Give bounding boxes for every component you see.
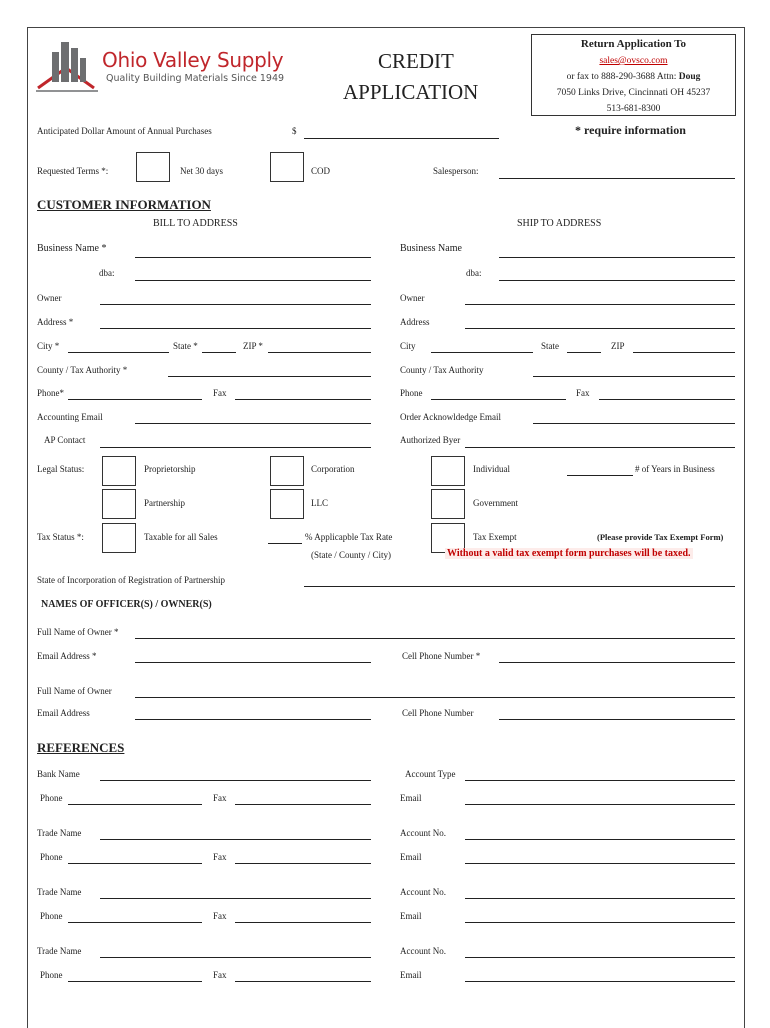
ship-city-label: City — [400, 341, 416, 351]
ship-phone-field[interactable] — [431, 399, 566, 400]
bill-county-label: County / Tax Authority * — [37, 365, 128, 375]
ship-authorized-buyer-field[interactable] — [465, 447, 735, 448]
taxable-checkbox[interactable] — [102, 523, 136, 553]
ship-authorized-buyer-label: Authorized Byer — [400, 435, 461, 445]
partnership-checkbox[interactable] — [102, 489, 136, 519]
individual-checkbox[interactable] — [431, 456, 465, 486]
bill-fax-field[interactable] — [235, 399, 371, 400]
ship-order-email-field[interactable] — [533, 423, 735, 424]
officer1-name-field[interactable] — [135, 638, 735, 639]
trade1-phone-field[interactable] — [68, 863, 202, 864]
ship-address-label: Address — [400, 317, 430, 327]
bill-address-field[interactable] — [100, 328, 371, 329]
return-email-link[interactable]: sales@ovsco.com — [599, 56, 668, 66]
trade1-account-label: Account No. — [400, 828, 446, 838]
ship-state-field[interactable] — [567, 352, 601, 353]
bill-dba-label: dba: — [99, 268, 115, 278]
ship-owner-label: Owner — [400, 293, 425, 303]
bill-county-field[interactable] — [168, 376, 371, 377]
government-checkbox[interactable] — [431, 489, 465, 519]
officer1-name-label: Full Name of Owner * — [37, 627, 119, 637]
bank-fax-field[interactable] — [235, 804, 371, 805]
return-heading: Return Application To — [580, 38, 687, 50]
individual-label: Individual — [473, 464, 510, 474]
ship-state-label: State — [541, 341, 559, 351]
trade3-phone-label: Phone — [40, 970, 63, 980]
llc-checkbox[interactable] — [270, 489, 304, 519]
trade3-name-label: Trade Name — [37, 946, 82, 956]
ship-business-name-field[interactable] — [499, 257, 735, 258]
bill-owner-label: Owner — [37, 293, 62, 303]
trade3-email-label: Email — [400, 970, 422, 980]
bill-zip-field[interactable] — [268, 352, 371, 353]
dollar-sign: $ — [292, 126, 297, 136]
bank-account-type-field[interactable] — [465, 780, 735, 781]
proprietorship-label: Proprietorship — [144, 464, 196, 474]
trade3-fax-label: Fax — [213, 970, 227, 980]
tax-exempt-label: Tax Exempt — [473, 532, 517, 542]
officer2-cell-field[interactable] — [499, 719, 735, 720]
bill-phone-field[interactable] — [68, 399, 202, 400]
exempt-form-note: (Please provide Tax Exempt Form) — [597, 532, 724, 542]
bank-phone-label: Phone — [40, 793, 63, 803]
ship-dba-field[interactable] — [499, 280, 735, 281]
trade3-email-field[interactable] — [465, 981, 735, 982]
annual-purchases-label: Anticipated Dollar Amount of Annual Purchases — [37, 126, 212, 136]
trade1-name-field[interactable] — [100, 839, 371, 840]
bank-name-field[interactable] — [100, 780, 371, 781]
return-application-box — [531, 34, 736, 116]
bill-state-label: State * — [173, 341, 198, 351]
bank-name-label: Bank Name — [37, 769, 80, 779]
officer2-name-label: Full Name of Owner — [37, 686, 112, 696]
salesperson-label: Salesperson: — [433, 166, 479, 176]
ship-order-email-label: Order Acknowldedge Email — [400, 412, 501, 422]
state-county-city-label: (State / County / City) — [311, 550, 391, 560]
logo-name: Ohio Valley Supply — [102, 48, 284, 72]
bill-state-field[interactable] — [202, 352, 236, 353]
trade2-phone-label: Phone — [40, 911, 63, 921]
salesperson-field[interactable] — [499, 178, 735, 179]
partnership-label: Partnership — [144, 498, 185, 508]
trade3-account-field[interactable] — [465, 957, 735, 958]
customer-info-heading: CUSTOMER INFORMATION — [37, 197, 211, 212]
trade2-account-label: Account No. — [400, 887, 446, 897]
trade2-email-label: Email — [400, 911, 422, 921]
officer1-email-field[interactable] — [135, 662, 371, 663]
bank-phone-field[interactable] — [68, 804, 202, 805]
trade1-email-field[interactable] — [465, 863, 735, 864]
trade1-name-label: Trade Name — [37, 828, 82, 838]
trade3-phone-field[interactable] — [68, 981, 202, 982]
corporation-checkbox[interactable] — [270, 456, 304, 486]
return-fax-line — [532, 69, 735, 85]
trade2-name-label: Trade Name — [37, 887, 82, 897]
trade1-account-field[interactable] — [465, 839, 735, 840]
officer2-email-field[interactable] — [135, 719, 371, 720]
cod-label: COD — [311, 166, 331, 176]
terms-label: Requested Terms *: — [37, 166, 109, 176]
ship-city-field[interactable] — [431, 352, 533, 353]
llc-label: LLC — [311, 498, 328, 508]
tax-status-label: Tax Status *: — [37, 532, 84, 542]
bill-accounting-email-field[interactable] — [135, 423, 371, 424]
bill-city-field[interactable] — [68, 352, 169, 353]
bill-zip-label: ZIP * — [243, 341, 263, 351]
ship-phone-label: Phone — [400, 388, 423, 398]
ship-county-label: County / Tax Authority — [400, 365, 484, 375]
incorporation-label: State of Incorporation of Registration of Partnership — [37, 575, 225, 585]
ship-zip-label: ZIP — [611, 341, 625, 351]
ship-zip-field[interactable] — [633, 352, 735, 353]
officer2-cell-label: Cell Phone Number — [402, 708, 474, 718]
bill-ap-contact-field[interactable] — [100, 447, 371, 448]
bill-business-name-field[interactable] — [135, 257, 371, 258]
net30-label: Net 30 days — [180, 166, 223, 176]
trade1-phone-label: Phone — [40, 852, 63, 862]
government-label: Government — [473, 498, 518, 508]
company-logo — [36, 38, 296, 94]
trade2-account-field[interactable] — [465, 898, 735, 899]
ship-business-name-label: Business Name — [400, 243, 462, 254]
trade3-fax-field[interactable] — [235, 981, 371, 982]
logo-tagline: Quality Building Materials Since 1949 — [106, 73, 285, 84]
trade2-phone-field[interactable] — [68, 922, 202, 923]
required-note: * require information — [575, 123, 686, 137]
building-logo-icon — [36, 38, 98, 94]
trade1-fax-field[interactable] — [235, 863, 371, 864]
applicable-rate-label: % Applicapble Tax Rate — [305, 532, 393, 542]
taxable-label: Taxable for all Sales — [144, 532, 218, 542]
trade2-fax-field[interactable] — [235, 922, 371, 923]
trade3-account-label: Account No. — [400, 946, 446, 956]
officer2-email-label: Email Address — [37, 708, 90, 718]
officer1-cell-field[interactable] — [499, 662, 735, 663]
bill-fax-label: Fax — [213, 388, 227, 398]
officer1-cell-label: Cell Phone Number * — [402, 651, 481, 661]
ship-address-field[interactable] — [465, 328, 735, 329]
officers-heading: NAMES OF OFFICER(S) / OWNER(S) — [41, 599, 212, 610]
title-line2: APPLICATION — [343, 80, 479, 104]
ship-to-heading: SHIP TO ADDRESS — [517, 218, 602, 229]
officer1-email-label: Email Address * — [37, 651, 97, 661]
annual-purchases-field[interactable] — [304, 138, 499, 139]
years-in-business-label: # of Years in Business — [635, 464, 715, 474]
exempt-warning: Without a valid tax exempt form purchases will be taxed. — [447, 548, 691, 559]
legal-status-label: Legal Status: — [37, 464, 85, 474]
trade2-email-field[interactable] — [465, 922, 735, 923]
ship-fax-label: Fax — [576, 388, 590, 398]
net30-checkbox[interactable] — [136, 152, 170, 182]
bank-email-field[interactable] — [465, 804, 735, 805]
bill-ap-contact-label: AP Contact — [44, 435, 86, 445]
officer2-name-field[interactable] — [135, 697, 735, 698]
cod-checkbox[interactable] — [270, 152, 304, 182]
proprietorship-checkbox[interactable] — [102, 456, 136, 486]
bank-fax-label: Fax — [213, 793, 227, 803]
tax-rate-field[interactable] — [268, 543, 302, 544]
bank-account-type-label: Account Type — [405, 769, 456, 779]
bill-accounting-email-label: Accounting Email — [37, 412, 103, 422]
ship-fax-field[interactable] — [599, 399, 735, 400]
incorporation-field[interactable] — [304, 586, 735, 587]
trade2-name-field[interactable] — [100, 898, 371, 899]
bill-business-name-label: Business Name * — [37, 243, 107, 254]
corporation-label: Corporation — [311, 464, 355, 474]
bill-owner-field[interactable] — [100, 304, 371, 305]
trade3-name-field[interactable] — [100, 957, 371, 958]
years-in-business-field[interactable] — [567, 475, 633, 476]
return-phone: 513-681-8300 — [606, 104, 661, 114]
trade1-email-label: Email — [400, 852, 422, 862]
trade2-fax-label: Fax — [213, 911, 227, 921]
ship-county-field[interactable] — [533, 376, 735, 377]
bill-city-label: City * — [37, 341, 60, 351]
bill-to-heading: BILL TO ADDRESS — [153, 218, 238, 229]
title-line1: CREDIT — [378, 49, 454, 73]
trade1-fax-label: Fax — [213, 852, 227, 862]
return-fax-text: or fax to 888-290-3688 Attn: — [566, 72, 679, 82]
ship-dba-label: dba: — [466, 268, 482, 278]
bill-dba-field[interactable] — [135, 280, 371, 281]
return-attn: Doug — [678, 72, 701, 82]
references-heading: REFERENCES — [37, 740, 125, 755]
bill-phone-label: Phone* — [37, 388, 64, 398]
ship-owner-field[interactable] — [465, 304, 735, 305]
return-address: 7050 Links Drive, Cincinnati OH 45237 — [556, 88, 711, 98]
bank-email-label: Email — [400, 793, 422, 803]
bill-address-label: Address * — [37, 317, 74, 327]
